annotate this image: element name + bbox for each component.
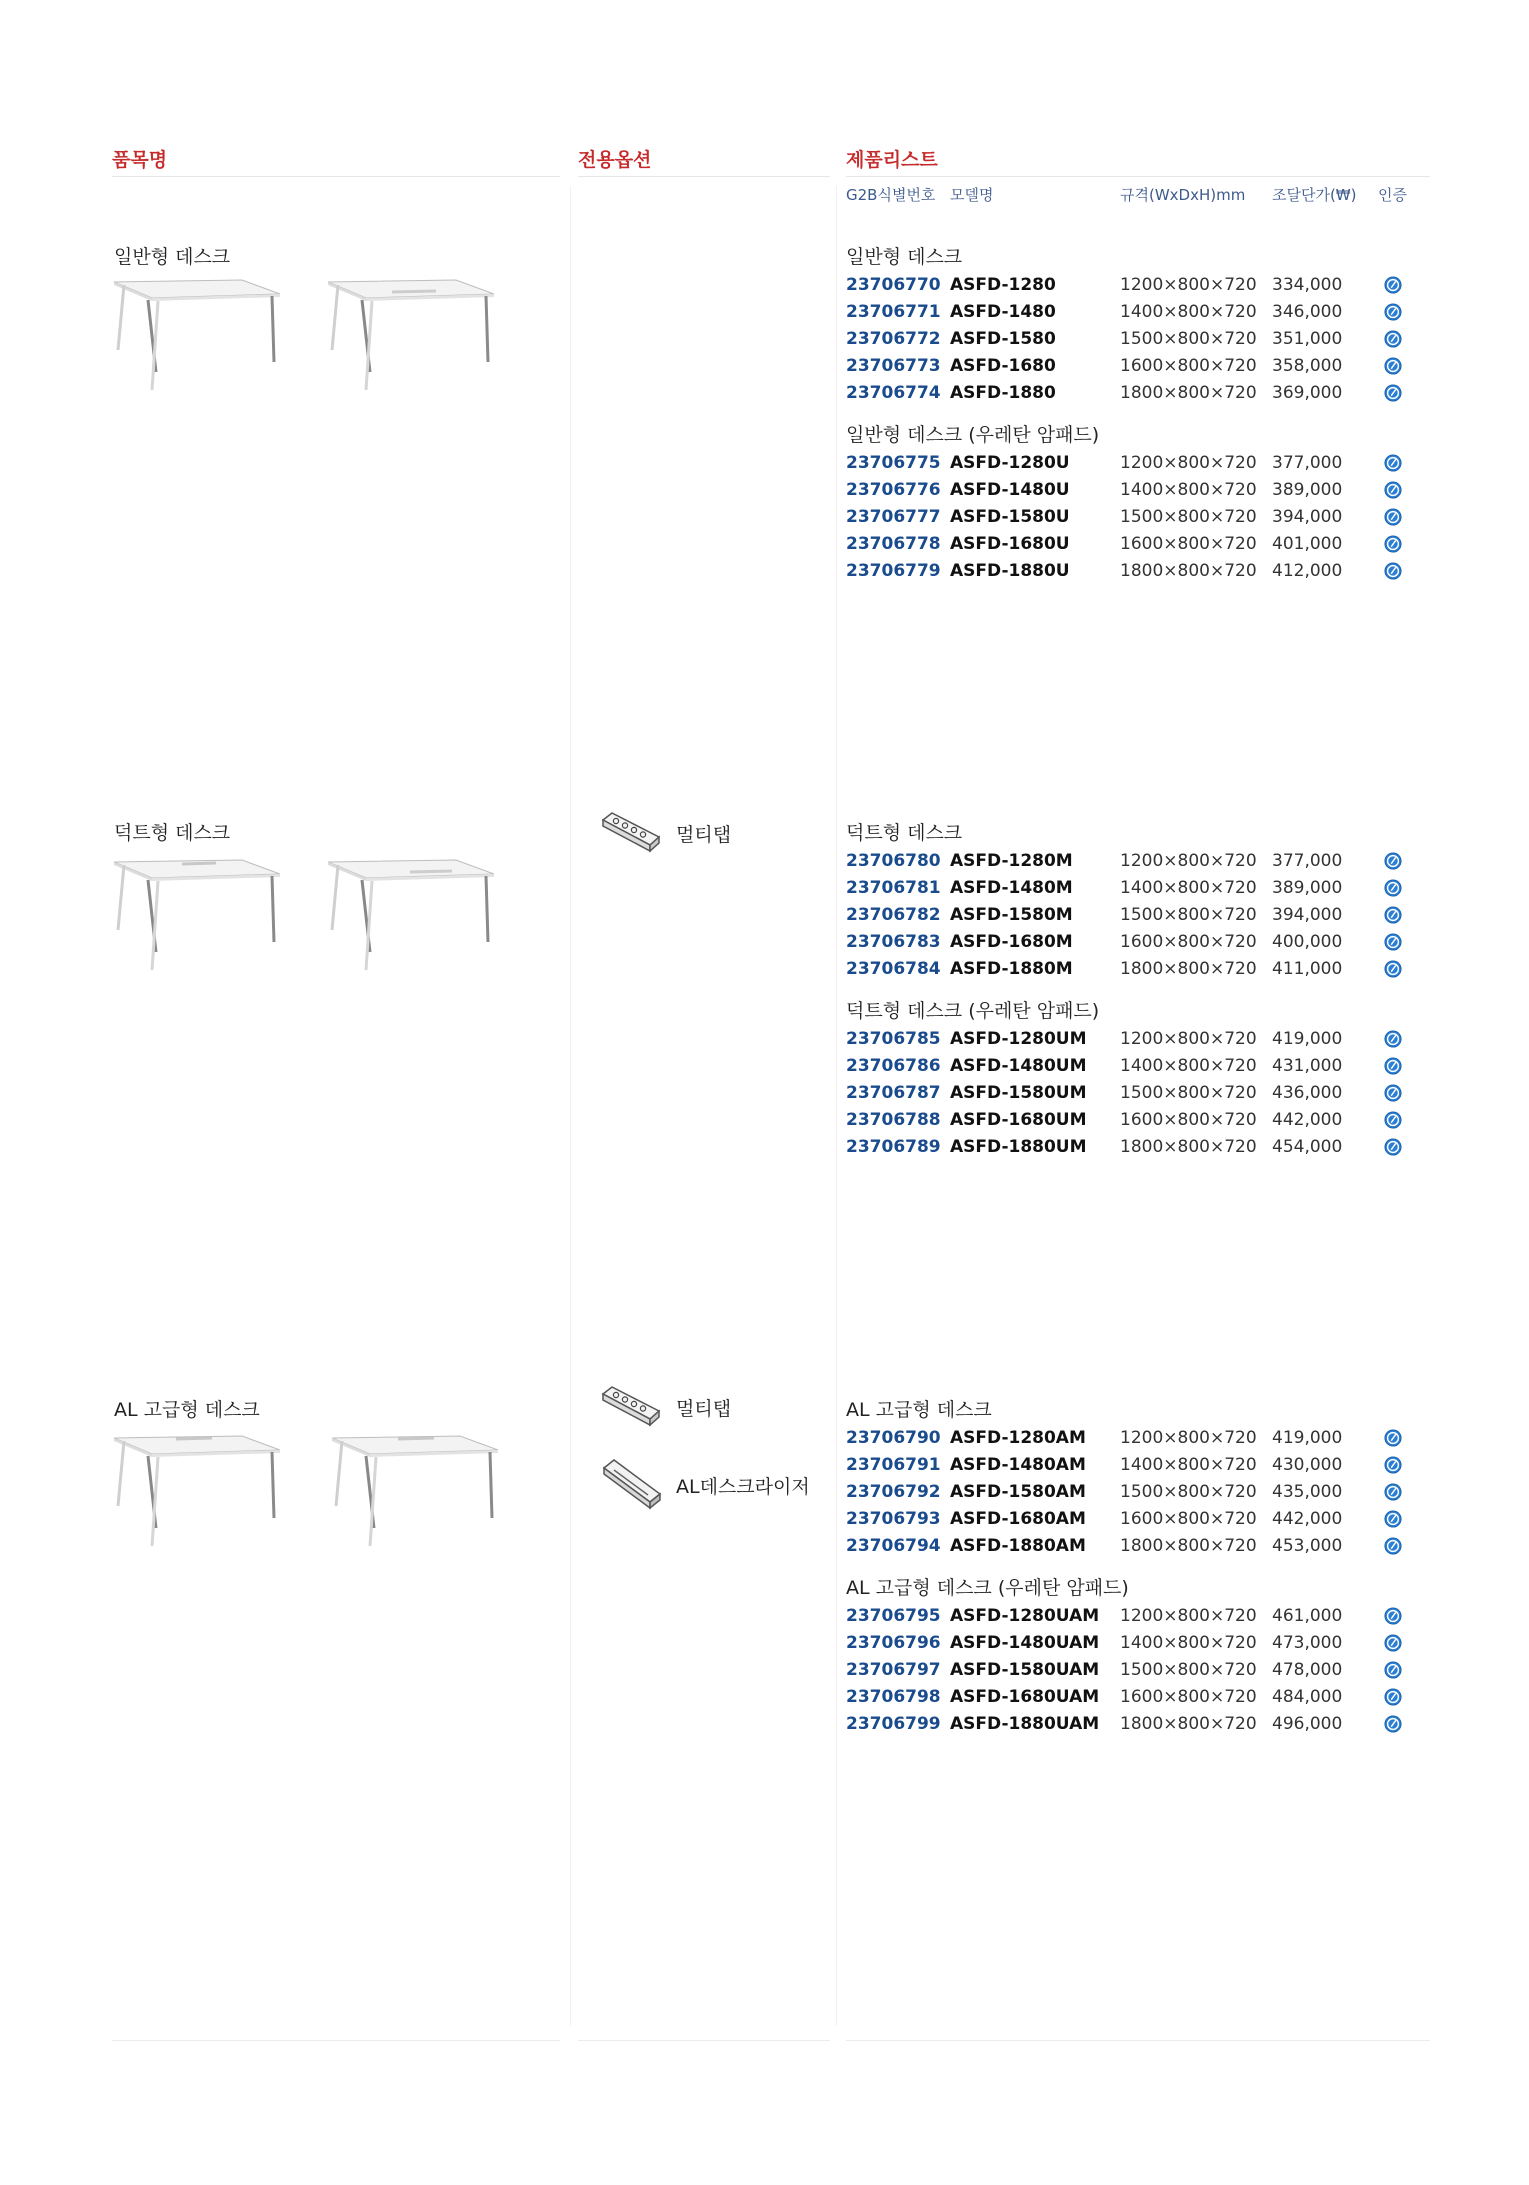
category-name: 일반형 데스크 [114,246,231,268]
group-title: AL 고급형 데스크 (우레탄 암패드) [846,1577,1129,1599]
model-name: ASFD-1580 [950,329,1056,349]
header-options: 전용옵션 [578,149,652,171]
option-label: AL데스크라이저 [676,1476,810,1498]
certification-mark-icon [1384,384,1402,402]
price: 435,000 [1272,1482,1343,1502]
table-row [846,1684,1426,1711]
g2b-id: 23706776 [846,480,941,500]
price: 473,000 [1272,1633,1343,1653]
column-header-price: 조달단가(₩) [1272,186,1357,204]
price: 442,000 [1272,1110,1343,1130]
spec: 1400×800×720 [1120,878,1257,898]
desk-illustration [326,858,496,976]
model-name: ASFD-1880AM [950,1536,1086,1556]
certification-mark-icon [1384,357,1402,375]
column-divider [836,186,837,2026]
certification-mark-icon [1384,1537,1402,1555]
model-name: ASFD-1580UM [950,1083,1087,1103]
certification-mark-icon [1384,330,1402,348]
table-row [846,1603,1426,1630]
spec: 1600×800×720 [1120,932,1257,952]
g2b-id: 23706785 [846,1029,941,1049]
desk-illustration [112,1434,282,1552]
footer-divider [112,2040,560,2041]
certification-mark-icon [1384,1510,1402,1528]
certification-mark-icon [1384,906,1402,924]
spec: 1800×800×720 [1120,1714,1257,1734]
certification-mark-icon [1384,562,1402,580]
model-name: ASFD-1280 [950,275,1056,295]
price: 461,000 [1272,1606,1343,1626]
price: 369,000 [1272,383,1343,403]
g2b-id: 23706794 [846,1536,941,1556]
g2b-id: 23706779 [846,561,941,581]
model-name: ASFD-1480U [950,480,1070,500]
certification-mark-icon [1384,1111,1402,1129]
price: 431,000 [1272,1056,1343,1076]
table-row [846,1657,1426,1684]
model-name: ASFD-1280M [950,851,1073,871]
column-header-model: 모델명 [950,186,994,204]
g2b-id: 23706798 [846,1687,941,1707]
certification-mark-icon [1384,1715,1402,1733]
spec: 1800×800×720 [1120,959,1257,979]
spec: 1200×800×720 [1120,851,1257,871]
certification-mark-icon [1384,508,1402,526]
certification-mark-icon [1384,1688,1402,1706]
model-name: ASFD-1280U [950,453,1070,473]
certification-mark-icon [1384,535,1402,553]
spec: 1800×800×720 [1120,1536,1257,1556]
spec: 1400×800×720 [1120,1056,1257,1076]
column-header-cert: 인증 [1378,186,1407,204]
price: 478,000 [1272,1660,1343,1680]
footer-divider [846,2040,1430,2041]
model-name: ASFD-1580M [950,905,1073,925]
model-name: ASFD-1880UAM [950,1714,1100,1734]
desk-illustration [326,278,496,396]
certification-mark-icon [1384,303,1402,321]
model-name: ASFD-1880U [950,561,1070,581]
spec: 1600×800×720 [1120,1110,1257,1130]
power-strip-icon [600,810,662,854]
table-row [846,450,1426,477]
certification-mark-icon [1384,276,1402,294]
table-row [846,1711,1426,1738]
model-name: ASFD-1680AM [950,1509,1086,1529]
group-title: 일반형 데스크 (우레탄 암패드) [846,424,1100,446]
price: 436,000 [1272,1083,1343,1103]
table-row [846,1134,1426,1161]
spec: 1600×800×720 [1120,1509,1257,1529]
price: 442,000 [1272,1509,1343,1529]
spec: 1500×800×720 [1120,1482,1257,1502]
table-row [846,1630,1426,1657]
table-row [846,1080,1426,1107]
desk-illustration [112,278,282,396]
spec: 1800×800×720 [1120,1137,1257,1157]
table-row [846,272,1426,299]
certification-mark-icon [1384,481,1402,499]
header-item-name: 품목명 [112,149,168,171]
model-name: ASFD-1580UAM [950,1660,1100,1680]
g2b-id: 23706791 [846,1455,941,1475]
model-name: ASFD-1280UAM [950,1606,1100,1626]
model-name: ASFD-1680UM [950,1110,1087,1130]
model-name: ASFD-1680U [950,534,1070,554]
column-divider [570,186,571,2026]
price: 496,000 [1272,1714,1343,1734]
power-strip-icon [600,1384,662,1428]
certification-mark-icon [1384,1084,1402,1102]
table-row [846,558,1426,585]
model-name: ASFD-1480UAM [950,1633,1100,1653]
certification-mark-icon [1384,454,1402,472]
spec: 1500×800×720 [1120,905,1257,925]
certification-mark-icon [1384,852,1402,870]
certification-mark-icon [1384,1483,1402,1501]
price: 454,000 [1272,1137,1343,1157]
table-row [846,1053,1426,1080]
price: 419,000 [1272,1029,1343,1049]
table-row [846,1479,1426,1506]
table-row [846,1452,1426,1479]
certification-mark-icon [1384,879,1402,897]
spec: 1600×800×720 [1120,356,1257,376]
spec: 1600×800×720 [1120,1687,1257,1707]
price: 430,000 [1272,1455,1343,1475]
model-name: ASFD-1680UAM [950,1687,1100,1707]
table-row [846,326,1426,353]
certification-mark-icon [1384,1138,1402,1156]
certification-mark-icon [1384,1607,1402,1625]
price: 419,000 [1272,1428,1343,1448]
model-name: ASFD-1280AM [950,1428,1086,1448]
category-name: AL 고급형 데스크 [114,1399,260,1421]
group-title: 일반형 데스크 [846,246,963,268]
model-name: ASFD-1680M [950,932,1073,952]
g2b-id: 23706777 [846,507,941,527]
certification-mark-icon [1384,933,1402,951]
model-name: ASFD-1480UM [950,1056,1087,1076]
price: 412,000 [1272,561,1343,581]
g2b-id: 23706781 [846,878,941,898]
column-header-id: G2B식별번호 [846,186,936,204]
spec: 1500×800×720 [1120,329,1257,349]
category-name: 덕트형 데스크 [114,822,231,844]
spec: 1500×800×720 [1120,1660,1257,1680]
g2b-id: 23706796 [846,1633,941,1653]
price: 394,000 [1272,905,1343,925]
certification-mark-icon [1384,1456,1402,1474]
table-row [846,1425,1426,1452]
spec: 1200×800×720 [1120,1606,1257,1626]
price: 389,000 [1272,878,1343,898]
table-row [846,353,1426,380]
desk-illustration [330,1434,500,1552]
spec: 1600×800×720 [1120,534,1257,554]
g2b-id: 23706782 [846,905,941,925]
model-name: ASFD-1580U [950,507,1070,527]
model-name: ASFD-1880M [950,959,1073,979]
table-row [846,848,1426,875]
table-row [846,299,1426,326]
table-row [846,477,1426,504]
model-name: ASFD-1280UM [950,1029,1087,1049]
model-name: ASFD-1880 [950,383,1056,403]
divider [846,176,1430,177]
price: 453,000 [1272,1536,1343,1556]
spec: 1200×800×720 [1120,1428,1257,1448]
spec: 1400×800×720 [1120,302,1257,322]
price: 394,000 [1272,507,1343,527]
certification-mark-icon [1384,1634,1402,1652]
table-row [846,1533,1426,1560]
spec: 1200×800×720 [1120,453,1257,473]
g2b-id: 23706773 [846,356,941,376]
g2b-id: 23706770 [846,275,941,295]
price: 377,000 [1272,453,1343,473]
header-product-list: 제품리스트 [846,149,938,171]
group-title: 덕트형 데스크 (우레탄 암패드) [846,1000,1100,1022]
spec: 1200×800×720 [1120,275,1257,295]
price: 401,000 [1272,534,1343,554]
certification-mark-icon [1384,960,1402,978]
model-name: ASFD-1480AM [950,1455,1086,1475]
g2b-id: 23706775 [846,453,941,473]
g2b-id: 23706795 [846,1606,941,1626]
certification-mark-icon [1384,1030,1402,1048]
certification-mark-icon [1384,1057,1402,1075]
g2b-id: 23706772 [846,329,941,349]
table-row [846,1506,1426,1533]
spec: 1400×800×720 [1120,480,1257,500]
g2b-id: 23706784 [846,959,941,979]
g2b-id: 23706786 [846,1056,941,1076]
model-name: ASFD-1880UM [950,1137,1087,1157]
g2b-id: 23706792 [846,1482,941,1502]
certification-mark-icon [1384,1661,1402,1679]
g2b-id: 23706793 [846,1509,941,1529]
table-row [846,380,1426,407]
g2b-id: 23706780 [846,851,941,871]
g2b-id: 23706790 [846,1428,941,1448]
g2b-id: 23706774 [846,383,941,403]
divider [578,176,830,177]
g2b-id: 23706778 [846,534,941,554]
option-label: 멀티탭 [676,1398,732,1420]
g2b-id: 23706771 [846,302,941,322]
spec: 1500×800×720 [1120,1083,1257,1103]
spec: 1200×800×720 [1120,1029,1257,1049]
g2b-id: 23706788 [846,1110,941,1130]
spec: 1400×800×720 [1120,1455,1257,1475]
g2b-id: 23706789 [846,1137,941,1157]
table-row [846,1026,1426,1053]
spec: 1500×800×720 [1120,507,1257,527]
certification-mark-icon [1384,1429,1402,1447]
g2b-id: 23706783 [846,932,941,952]
model-name: ASFD-1680 [950,356,1056,376]
footer-divider [578,2040,830,2041]
spec: 1800×800×720 [1120,383,1257,403]
g2b-id: 23706799 [846,1714,941,1734]
table-row [846,504,1426,531]
table-row [846,956,1426,983]
spec: 1800×800×720 [1120,561,1257,581]
group-title: 덕트형 데스크 [846,822,963,844]
price: 484,000 [1272,1687,1343,1707]
price: 351,000 [1272,329,1343,349]
table-row [846,929,1426,956]
model-name: ASFD-1480 [950,302,1056,322]
table-row [846,531,1426,558]
desk-riser-icon [600,1456,664,1512]
table-row [846,1107,1426,1134]
desk-illustration [112,858,282,976]
divider [112,176,560,177]
price: 377,000 [1272,851,1343,871]
price: 411,000 [1272,959,1343,979]
table-row [846,902,1426,929]
price: 389,000 [1272,480,1343,500]
option-label: 멀티탭 [676,824,732,846]
price: 358,000 [1272,356,1343,376]
column-header-spec: 규격(WxDxH)mm [1120,186,1246,204]
table-row [846,875,1426,902]
price: 400,000 [1272,932,1343,952]
price: 334,000 [1272,275,1343,295]
price: 346,000 [1272,302,1343,322]
model-name: ASFD-1480M [950,878,1073,898]
group-title: AL 고급형 데스크 [846,1399,992,1421]
g2b-id: 23706787 [846,1083,941,1103]
g2b-id: 23706797 [846,1660,941,1680]
spec: 1400×800×720 [1120,1633,1257,1653]
model-name: ASFD-1580AM [950,1482,1086,1502]
